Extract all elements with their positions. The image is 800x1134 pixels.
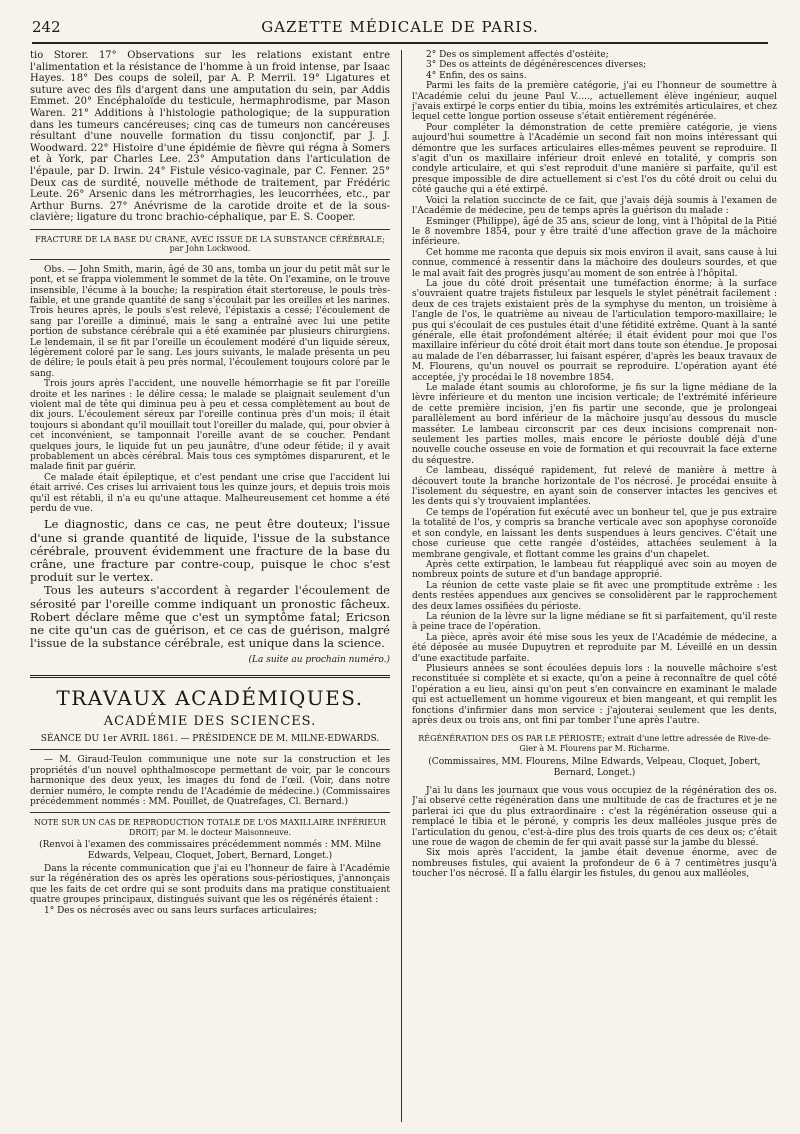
commissioners-line: (Commissaires, MM. Flourens, Milne Edwards, Velpeau, Cloquet, Jobert, Bernard, Longet.) xyxy=(428,757,761,778)
body-paragraph: La réunion de la lèvre sur la ligne médiane se fit si parfaitement, qu'il reste à peine trace de l'opération. xyxy=(412,611,777,633)
left-column xyxy=(30,50,390,1122)
communication-paragraph: — M. Giraud-Teulon communique une note sur la construction et les propriétés d'un nouvel ophthalmoscope permettant de voir, par le concours harmonique des deux yeux, les images du fond de l'œil. (Voir, dans notre dernier numéro, le compte rendu de l'Académie de médecine.) (Commissaires précédemment nommés : MM. Pouillet, de Quatrefages, Cl. Bernard.) xyxy=(30,755,390,807)
session-line: SÉANCE DU 1er AVRIL 1861. — PRÉSIDENCE DE M. MILNE-EDWARDS. xyxy=(40,733,380,744)
right-column xyxy=(412,50,777,1122)
observation-paragraph: Obs. — John Smith, marin, âgé de 30 ans, tomba un jour du petit mât sur le pont, et se frappa violemment le sommet de la tête. On l'examine, on le trouve insensible, l'écume à la bouche; la respiration était stertoreuse, le pouls très-faible, et une grande quantité de sang s'écoulait par les oreilles et les narines. Trois heures après, le pouls s'est relevé, l'épistaxis a cessé; l'écoulement de sang par l'oreille a diminué, mais le sang a entraîné avec lui une petite portion de substance cérébrale qui a été examinée par plusieurs chirurgiens. Le lendemain, il se fit par l'oreille un écoulement modéré d'un liquide séreux, légèrement coloré par le sang. Les jours suivants, le malade présenta un peu de délire; le pouls était à peu près normal, l'écoulement toujours coloré par le sang. xyxy=(30,264,390,379)
body-paragraph: Esminger (Philippe), âgé de 35 ans, scieur de long, vint à l'hôpital de la Pitié le 8 novembre 1854, pour y être traité d'une affection grave de la mâchoire inférieure. xyxy=(412,216,777,248)
list-item: 2° Des os simplement affectés d'ostéite; xyxy=(426,50,609,60)
academy-heading: ACADÉMIE DES SCIENCES. xyxy=(103,713,317,729)
divider xyxy=(30,749,390,750)
body-paragraph: La réunion de cette vaste plaie se fit avec une promptitude extrême : les dents restées appendues aux gencives se consolidèrent par le rapprochement des deux lames ossifiées du périoste. xyxy=(412,580,777,612)
observation-paragraph: Trois jours après l'accident, une nouvelle hémorrhagie se fit par l'oreille droite et les narines : le délire cessa; le malade se plaignait seulement d'un violent mal de tête qui diminua peu à peu et cessa complètement au bout de dix jours. L'écoulement séreux par l'oreille continua près d'un mois; il était toujours si abondant qu'il mouillait tout l'oreiller du malade, qui, pour obvier à cet inconvénient, se tamponnait l'oreille avant de se coucher. Pendant quelques jours, le liquide fut un peu jaunâtre, d'une odeur fétide; il y avait probablement un abcès cérébral. Mais tous ces symptômes disparurent, et le malade finit par guérir. xyxy=(30,379,390,473)
divider xyxy=(30,812,390,813)
diagnosis-paragraph: Le diagnostic, dans ce cas, ne peut être douteux; l'issue d'une si grande quantité de liquide, l'issue de la substance cérébrale, prouvent évidemment une fracture de la base du crâne, une fracture par contre-coup, puisque le choc s'est produit sur le vertex. xyxy=(30,517,390,585)
note-title: NOTE SUR UN CAS DE REPRODUCTION TOTALE DE L'OS MAXILLAIRE INFÉRIEUR DROIT; par M. le docteur Maisonneuve. xyxy=(33,818,387,837)
body-paragraph: La pièce, après avoir été mise sous les yeux de l'Académie de médecine, a été déposée au musée Dupuytren et reproduite par M. Léveillé en un dessin d'une exactitude parfaite. xyxy=(412,632,777,664)
divider xyxy=(30,259,390,260)
body-paragraph: Le malade étant soumis au chloroforme, je fis sur la ligne médiane de la lèvre inférieure et du menton une incision verticale; de l'extrémité inférieure de cette première incision, j'en fis partir une seconde, que je prolongeai parallèlement au bord inférieur de la mâchoire jusqu'au dessous du muscle masséter. Le lambeau circonscrit par ces deux incisions comprenait non-seulement les parties molles, mais encore le périoste doublé déjà d'une nouvelle couche osseuse en voie de formation et qui recouvrait la face externe du séquestre. xyxy=(412,383,777,466)
body-paragraph: La joue du côté droit présentait une tuméfaction énorme; à la surface s'ouvraient quatre trajets fistuleux par lesquels le stylet pénétrait facilement : deux de ces trajets existaient près de la symphyse du menton, un troisième à l'angle de l'os, le quatrième au niveau de l'articulation temporo-maxillaire; le pus qui s'écoulait de ces pustules était d'une fétidité extrême. Quant à la santé générale, elle était profondément altérée; il était évident pour moi que l'os maxillaire inférieur du côté droit était mort dans toute son étendue. Je proposai au malade de l'en débarrasser, lui faisant espérer, d'après les beaux travaux de M. Flourens, qu'un nouvel os pourrait se reproduire. L'opération ayant été acceptée, j'y procédai le 18 novembre 1854. xyxy=(412,278,777,383)
page-header xyxy=(22,14,778,44)
letter-paragraph: J'ai lu dans les journaux que vous vous occupiez de la régénération des os. J'ai observé cette régénération dans une multitude de cas de fractures et je ne parlerai ici que du plus extraordinaire : c'est la régénération osseuse qui a remplacé le tibia et le péroné, y compris les deux malléoles jusque près de l'articulation du genou, c'est-à-dire plus des trois quarts de ces deux os; c'était une roue de wagon de chemin de fer qui avait passé sur la jambe du blessé. xyxy=(412,786,777,849)
journal-contents-list: tio Storer. 17° Observations sur les relations existant entre l'alimentation et la résistance de l'homme à un froid intense, par Isaac Hayes. 18° Des coups de soleil, par A. P. Merril. 19° Ligatures et suture avec des fils d'argent dans une amputation du sein, par Addis Emmet. 20° Encéphaloïde du testicule, hermaphrodisme, par Mason Waren. 21° Additions à l'histologie pathologique; de la suppuration dans les tumeurs cancéreuses; cinq cas de tumeurs non cancéreuses résultant d'une nouvelle formation du tissu conjonctif, par J. J. Woodward. 22° Histoire d'une épidémie de fièvre qui régna à Somers et à York, par Charles Lee. 23° Amputation dans l'articulation de l'épaule, par D. Irwin. 24° Fistule vésico-vaginale, par C. Fenner. 25° Deux cas de surdité, nouvelle méthode de traitement, par Frédéric Leute. 26° Arsenic dans les métrorrhagies, les leucorrhées, etc., par Arthur Burns. 27° Anévrisme de la carotide droite et de la sous-clavière; ligature du tronc brachio-céphalique, par E. S. Cooper. xyxy=(30,50,390,224)
continued-note: (La suite au prochain numéro.) xyxy=(248,654,390,665)
section-divider xyxy=(30,675,390,678)
observation-paragraph: Ce malade était épileptique, et c'est pendant une crise que l'accident lui était arrivé. Ces crises lui arrivaient tous les quinze jours, et depuis trois mois qu'il est rétabli, il n'a eu qu'une attaque. Malheureusement cet homme a été perdu de vue. xyxy=(30,472,390,515)
journal-title: GAZETTE MÉDICALE DE PARIS. xyxy=(261,18,539,36)
body-paragraph: Plusieurs années se sont écoulées depuis lors : la nouvelle mâchoire s'est reconstituée si complète et si exacte, qu'on a peine à reconnaître de quel côté l'opération a eu lieu, ainsi qu'on peut s'en convaincre en examinant le malade qui est actuellement un homme vigoureux et bien mangeant, et qui remplit les fonctions d'infirmier dans mon service : j'ajouterai seulement que les dents, après deux ou trois ans, ont fini par tomber l'une après l'autre. xyxy=(412,663,777,726)
body-paragraph: Parmi les faits de la première catégorie, j'ai eu l'honneur de soumettre à l'Académie celui du jeune Paul V....., actuellement élève ingénieur, auquel j'avais extirpé le corps entier du tibia, moins les extrémités articulaires, et chez lequel cette longue portion osseuse s'était entièrement régénérée. xyxy=(412,81,777,123)
body-paragraph: Voici la relation succincte de ce fait, que j'avais déjà soumis à l'examen de l'Académie de médecine, peu de temps après la guérison du malade : xyxy=(412,195,777,217)
body-paragraph: Ce temps de l'opération fut exécuté avec un bonheur tel, que je pus extraire la totalité de l'os, y compris sa branche verticale avec son apophyse coronoïde et son condyle, en laissant les dents suspendues à leurs gencives. C'était une chose curieuse que cette rangée d'ostéides, attachées seulement à la membrane gengivale, et flottant comme les grains d'un chapelet. xyxy=(412,507,777,560)
divider xyxy=(30,229,390,230)
case-title: FRACTURE DE LA BASE DU CRANE, AVEC ISSUE DE LA SUBSTANCE CÉRÉBRALE; par John Lockwood. xyxy=(35,234,385,254)
body-paragraph: Ce lambeau, disséqué rapidement, fut relevé de manière à mettre à découvert toute la branche horizontale de l'os nécrosé. Je procédai ensuite à l'isolement du séquestre, en ayant soin de conserver intactes les gencives et les dents qui s'y trouvaient implantées. xyxy=(412,466,777,508)
list-item: 3° Des os atteints de dégénérescences diverses; xyxy=(426,60,647,71)
column-rule xyxy=(401,50,402,1122)
list-item: 4° Enfin, des os sains. xyxy=(426,70,527,81)
section-heading: TRAVAUX ACADÉMIQUES. xyxy=(56,685,364,710)
diagnosis-paragraph: Tous les auteurs s'accordent à regarder l'écoulement de sérosité par l'oreille comme indiquant un pronostic fâcheux. Robert déclare même que c'est un symptôme fatal; Ericson ne cite qu'un cas de guérison, et ce cas de guérison, malgré l'issue de la substance cérébrale, est unique dans la science. xyxy=(30,583,390,651)
header-rule xyxy=(32,42,768,44)
body-paragraph: Pour compléter la démonstration de cette première catégorie, je viens aujourd'hui soumettre à l'Académie un second fait non moins intéressant qui démontre que les surfaces articulaires elles-mêmes peuvent se reproduire. Il s'agit d'un os maxillaire inférieur droit enlevé en totalité, y compris son condyle articulaire, et qui s'est reproduit d'une manière si parfaite, qu'il est presque impossible de dire actuellement si c'est l'os du côté droit ou celui du côté gauche qui a été extirpé. xyxy=(412,122,777,196)
referral-line: (Renvoi à l'examen des commissaires précédemment nommés : MM. Milne Edwards, Velpeau, Cloquet, Jobert, Bernard, Longet.) xyxy=(39,840,381,861)
body-paragraph: Après cette extirpation, le lambeau fut réappliqué avec soin au moyen de nombreux points de suture et d'un bandage approprié. xyxy=(412,559,777,581)
body-paragraph: Cet homme me raconta que depuis six mois environ il avait, sans cause à lui connue, commencé à ressentir dans la mâchoire des douleurs sourdes, et que le mal avait fait des progrès jusqu'au moment de son entrée à l'hôpital. xyxy=(412,247,777,279)
page-number: 242 xyxy=(32,18,61,36)
note-paragraph: Dans la récente communication que j'ai eu l'honneur de faire à l'Académie sur la régénération des os après les opérations sous-périostiques, j'annonçais que les faits de cet ordre qui se sont produits dans ma pratique constituaient quatre groupes principaux, distingués suivant que les os régénérés étaient : xyxy=(30,863,390,906)
letter-paragraph: Six mois après l'accident, la jambe était devenue énorme, avec de nombreuses fistules, qui avaient la profondeur de 6 à 7 centimètres jusqu'à toucher l'os nécrosé. Il a fallu élargir les fistules, du genou aux malléoles, xyxy=(412,848,777,880)
letter-title: RÉGÉNÉRATION DES OS PAR LE PÉRIOSTE; extrait d'une lettre adressée de Rive-de-Gier à M. Flourens par M. Richarme. xyxy=(418,734,771,753)
note-paragraph: 1° Des os nécrosés avec ou sans leurs surfaces articulaires; xyxy=(44,905,317,916)
